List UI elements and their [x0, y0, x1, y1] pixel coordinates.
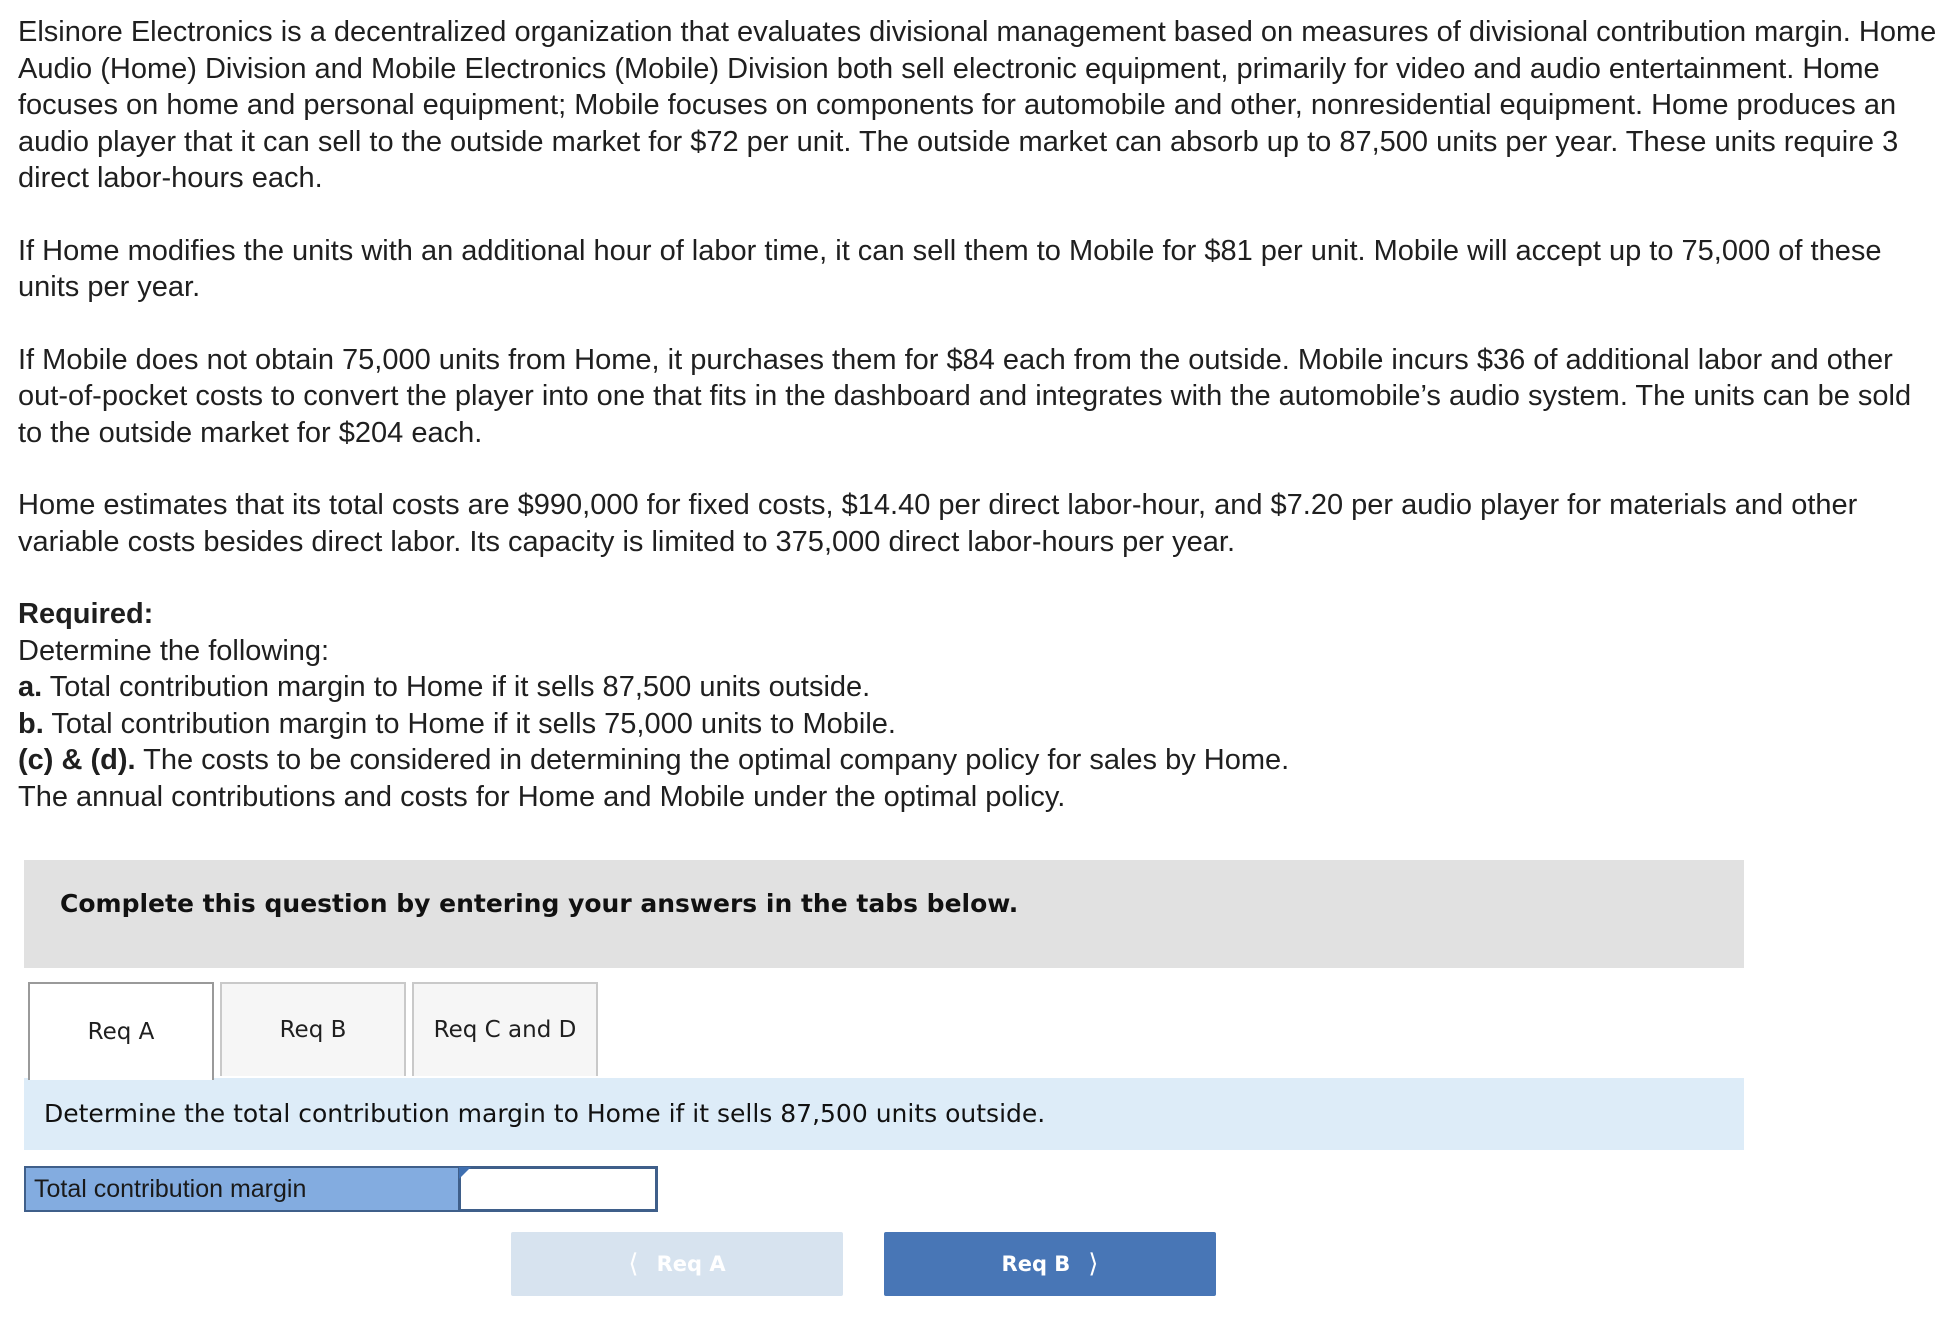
- total-contribution-margin-input[interactable]: [461, 1169, 655, 1209]
- instruction-box: [24, 860, 1744, 968]
- problem-paragraph: If Mobile does not obtain 75,000 units from Home, it purchases them for $84 each from the outside. Mobile incurs $36 of additional labor and other out-of-pocket costs to convert the player into one that fits in the dashboard and integrates with the automobile’s audio system. The units can be sold to the outside market for $204 each.: [18, 343, 1912, 449]
- required-item-b: [18, 706, 1938, 743]
- answer-row: [24, 1166, 658, 1212]
- answer-input-container: [458, 1166, 658, 1212]
- chevron-right-icon: ⟩: [1088, 1249, 1099, 1279]
- tab-req-a[interactable]: Req A: [28, 982, 214, 1080]
- required-section: [18, 596, 1938, 815]
- instruction-text: Complete this question by entering your answers in the tabs below.: [60, 889, 1019, 918]
- tab-req-b[interactable]: Req B: [220, 982, 406, 1076]
- item-text: The costs to be considered in determining the optimal company policy for sales by Home.: [135, 744, 1290, 776]
- determine-line: Determine the following:: [18, 634, 330, 667]
- tab-bar: [24, 982, 1744, 1080]
- tab-req-c-and-d[interactable]: Req C and D: [412, 982, 598, 1076]
- item-text: Total contribution margin to Home if it sells 87,500 units outside.: [42, 671, 871, 703]
- prev-req-label: Req A: [656, 1252, 726, 1276]
- required-item-a: [18, 669, 1938, 706]
- input-flag-icon: [459, 1167, 471, 1179]
- problem-paragraph: Elsinore Electronics is a decentralized organization that evaluates divisional management based on measures of divisional contribution margin. Home Audio (Home) Division and Mobile Electronics (Mobile) Division both sell electronic equipment, primarily for video and audio entertainment. Home focuses on home and personal equipment; Mobile focuses on components for automobile and other, nonresidential equipment. Home produces an audio player that it can sell to the outside market for $72 per unit. The outside market can absorb up to 87,500 units per year. These units require 3 direct labor-hours each.: [18, 16, 1937, 194]
- problem-paragraph: Home estimates that its total costs are $990,000 for fixed costs, $14.40 per direct labor-hour, and $7.20 per audio player for materials and other variable costs besides direct labor. Its capacity is limited to 375,000 direct labor-hours per year.: [18, 489, 1858, 558]
- next-req-button[interactable]: [884, 1232, 1216, 1296]
- total-contribution-margin-label: Total contribution margin: [24, 1166, 458, 1212]
- required-last-line: The annual contributions and costs for Home and Mobile under the optimal policy.: [18, 780, 1066, 813]
- question-prompt: Determine the total contribution margin to Home if it sells 87,500 units outside.: [44, 1099, 1046, 1128]
- next-req-label: Req B: [1001, 1252, 1071, 1276]
- required-heading: Required:: [18, 598, 154, 630]
- problem-paragraph: If Home modifies the units with an additional hour of labor time, it can sell them to Mobile for $81 per unit. Mobile will accept up to 75,000 of these units per year.: [18, 234, 1882, 303]
- question-prompt-band: [24, 1078, 1744, 1150]
- item-text: Total contribution margin to Home if it sells 75,000 units to Mobile.: [43, 707, 896, 740]
- problem-statement: [18, 14, 1938, 815]
- item-marker: (c) & (d).: [18, 744, 136, 776]
- chevron-left-icon: ⟨: [628, 1249, 639, 1279]
- required-item-cd: [18, 742, 1938, 779]
- item-marker: b.: [18, 707, 44, 740]
- prev-req-button[interactable]: [511, 1232, 843, 1296]
- item-marker: a.: [18, 671, 43, 703]
